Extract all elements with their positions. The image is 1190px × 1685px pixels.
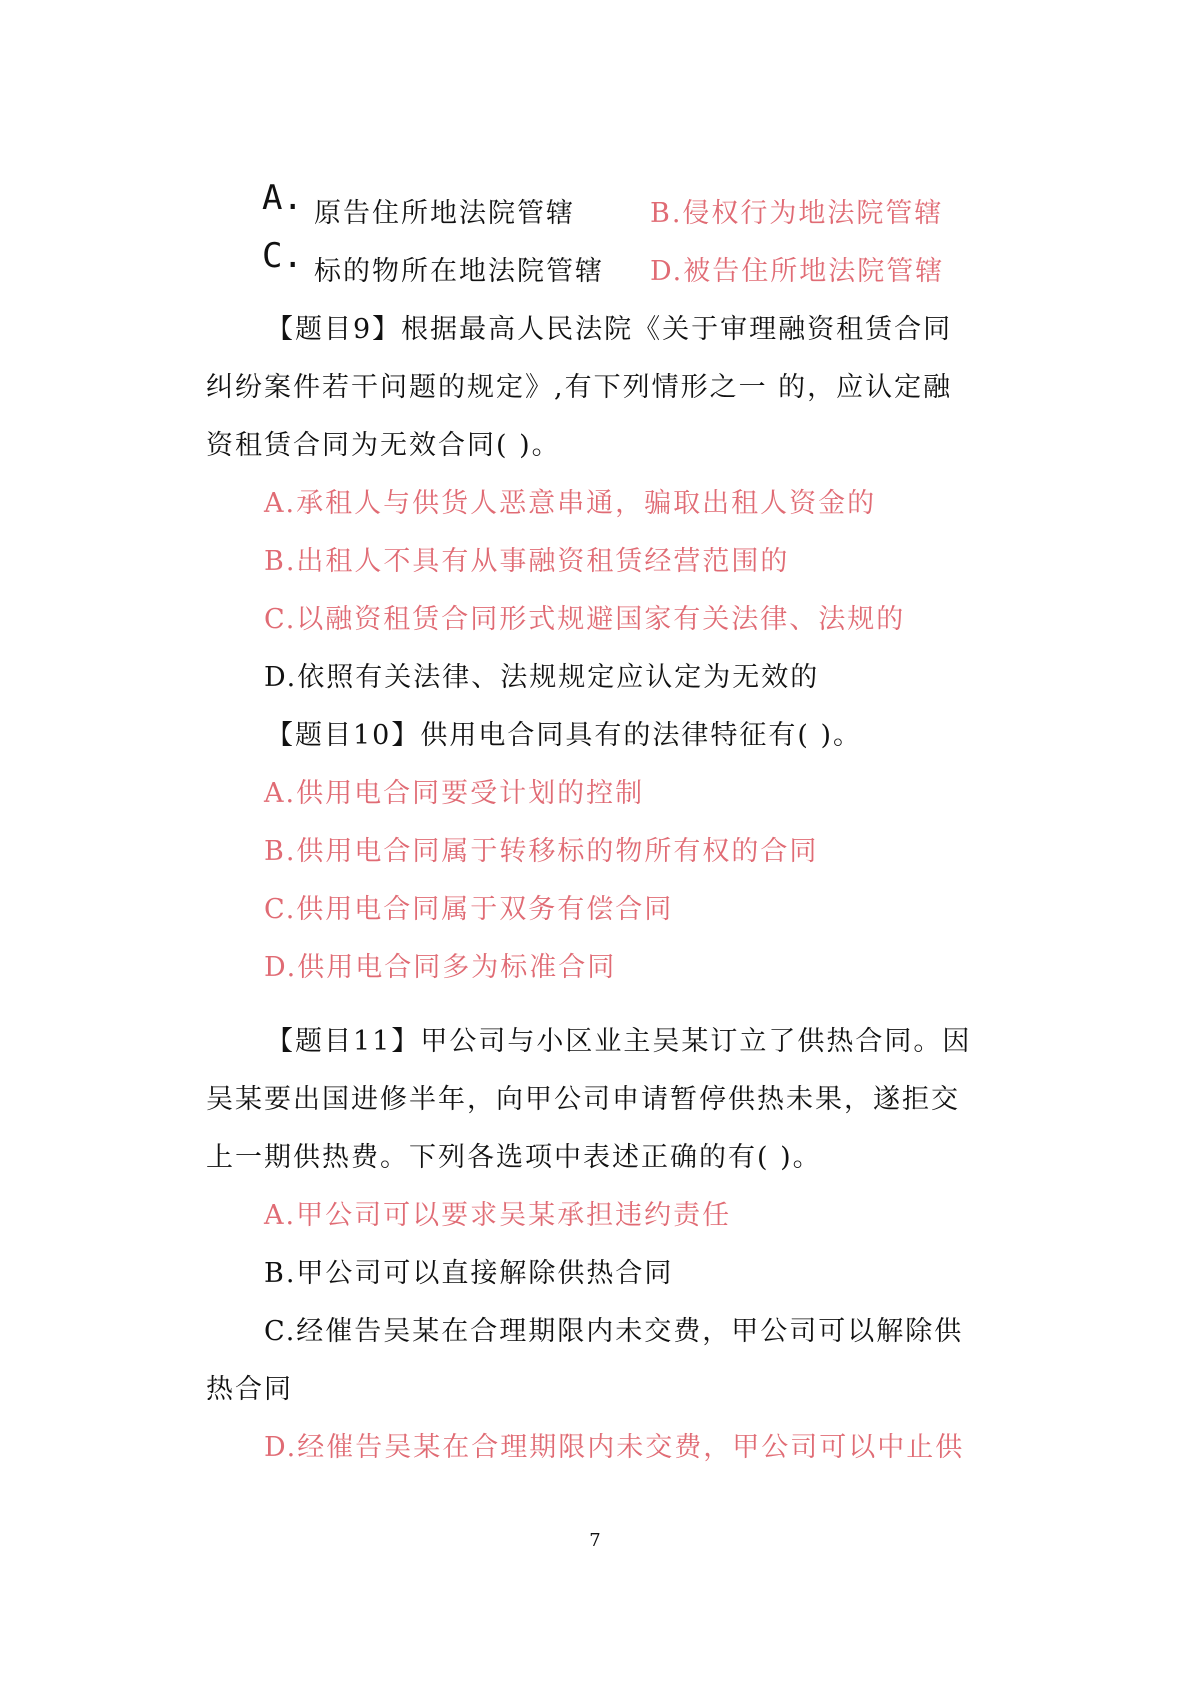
page-number: 7	[589, 1530, 601, 1551]
q9-option-c: C.以融资租赁合同形式规避国家有关法律、法规的	[264, 604, 906, 635]
q9-stem-line-2: 纠纷案件若干问题的规定》,有下列情形之一 的，应认定融	[206, 372, 953, 403]
q8-option-b: B.侵权行为地法院管辖	[650, 198, 944, 229]
q9-option-a: A.承租人与供货人恶意串通，骗取出租人资金的	[264, 488, 877, 519]
q9-stem-line-3: 资租赁合同为无效合同( )。	[206, 430, 561, 461]
q8-option-a-letter: A.	[262, 178, 303, 218]
q9-option-b: B.出租人不具有从事融资租赁经营范围的	[264, 546, 790, 577]
q9-option-d: D.依照有关法律、法规规定应认定为无效的	[264, 662, 820, 693]
q9-stem-line-1: 【题目9】根据最高人民法院《关于审理融资租赁合同	[266, 314, 953, 345]
q11-stem-line-3: 上一期供热费。下列各选项中表述正确的有( )。	[206, 1142, 822, 1173]
q8-option-a-text: 原告住所地法院管辖	[314, 198, 575, 229]
q10-option-a: A.供用电合同要受计划的控制	[264, 778, 645, 809]
q11-option-d: D.经催告吴某在合理期限内未交费，甲公司可以中止供	[264, 1432, 965, 1463]
q8-option-c-text: 标的物所在地法院管辖	[314, 256, 604, 287]
q10-option-d: D.供用电合同多为标准合同	[264, 952, 617, 983]
q11-option-c-continued: 热合同	[206, 1374, 293, 1405]
q11-stem-line-1: 【题目11】甲公司与小区业主吴某订立了供热合同。因	[266, 1026, 972, 1057]
q11-stem-line-2: 吴某要出国进修半年，向甲公司申请暂停供热未果，遂拒交	[206, 1084, 960, 1115]
q10-stem: 【题目10】供用电合同具有的法律特征有( )。	[266, 720, 863, 751]
q11-option-c: C.经催告吴某在合理期限内未交费，甲公司可以解除供	[264, 1316, 964, 1347]
q11-option-b: B.甲公司可以直接解除供热合同	[264, 1258, 674, 1289]
q11-option-a: A.甲公司可以要求吴某承担违约责任	[264, 1200, 732, 1231]
q10-option-b: B.供用电合同属于转移标的物所有权的合同	[264, 836, 819, 867]
q10-option-c: C.供用电合同属于双务有偿合同	[264, 894, 674, 925]
q8-option-d: D.被告住所地法院管辖	[650, 256, 945, 287]
q8-option-c-letter: C.	[262, 236, 303, 276]
